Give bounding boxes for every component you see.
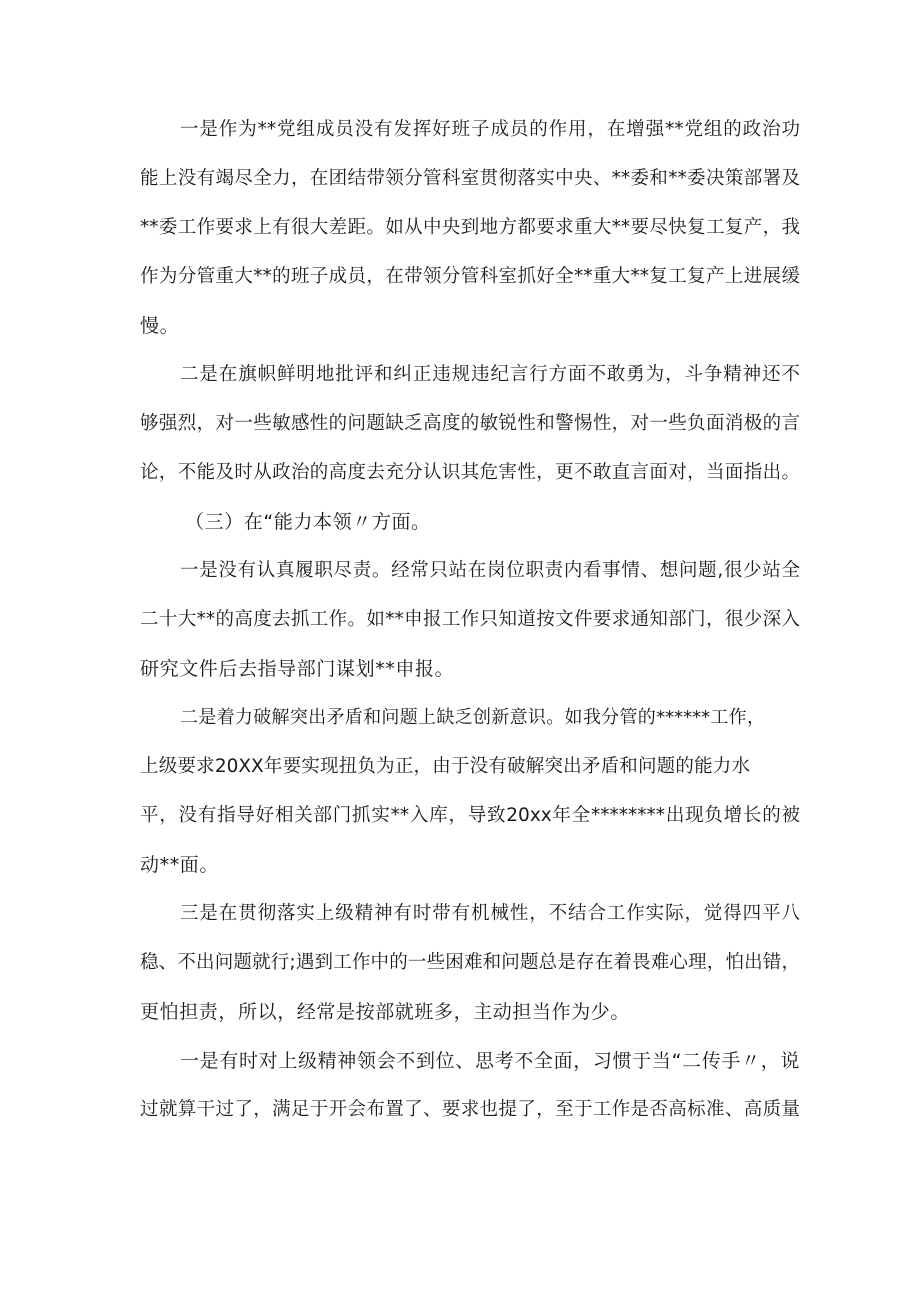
paragraph-3-line-3: 研究文件后去指导部门谋划**申报。 xyxy=(140,658,455,680)
paragraph-4-line-2: 上级要求20XX年要实现扭负为正，由于没有破解突出矛盾和问题的能力水 xyxy=(140,756,750,777)
paragraph-6-line-2: 过就算干过了，满足于开会布置了、要求也提了，至于工作是否高标准、高质量 xyxy=(140,1099,800,1120)
paragraph-1-line-3: **委工作要求上有很大差距。如从中央到地方都要求重大**要尽快复工复产，我 xyxy=(140,217,800,238)
paragraph-1-line-2: 能上没有竭尽全力，在团结带领分管科室贯彻落实中央、**委和**委决策部署及 xyxy=(140,168,800,189)
paragraph-4-line-3: 平，没有指导好相关部门抓实**入库，导致20xx年全********出现负增长的被 xyxy=(140,805,800,826)
paragraph-5-line-3: 更怕担责，所以，经常是按部就班多，主动担当作为少。 xyxy=(140,1001,631,1023)
section-heading: （三）在“能力本领〃方面。 xyxy=(185,511,431,533)
paragraph-2-line-1: 二是在旗帜鲜明地批评和纠正违规违纪言行方面不敢勇为，斗争精神还不 xyxy=(180,364,800,385)
paragraph-3-line-1: 一是没有认真履职尽责。经常只站在岗位职责内看事情、想问题,很少站全 xyxy=(180,560,800,581)
paragraph-6-line-1: 一是有时对上级精神领会不到位、思考不全面，习惯于当“二传手〃，说 xyxy=(180,1050,800,1072)
paragraph-2-line-3: 论，不能及时从政治的高度去充分认识其危害性，更不敢直言面对，当面指出。 xyxy=(140,462,800,483)
paragraph-1-line-5: 慢。 xyxy=(140,315,180,337)
paragraph-1-line-4: 作为分管重大**的班子成员，在带领分管科室抓好全**重大**复工复产上进展缓 xyxy=(140,266,800,287)
paragraph-2-line-2: 够强烈，对一些敏感性的问题缺乏高度的敏锐性和警惕性，对一些负面消极的言 xyxy=(140,413,800,434)
paragraph-5-line-1: 三是在贯彻落实上级精神有时带有机械性，不结合工作实际，觉得四平八 xyxy=(180,903,800,924)
paragraph-1-line-1: 一是作为**党组成员没有发挥好班子成员的作用，在增强**党组的政治功 xyxy=(180,119,800,140)
paragraph-5-line-2: 稳、不出问题就行;遇到工作中的一些困难和问题总是存在着畏难心理，怕出错， xyxy=(140,952,800,973)
paragraph-4-line-4: 动**面。 xyxy=(140,854,220,876)
paragraph-4-line-1: 二是着力破解突出矛盾和问题上缺乏创新意识。如我分管的******工作， xyxy=(180,707,765,728)
paragraph-3-line-2: 二十大**的高度去抓工作。如**申报工作只知道按文件要求通知部门，很少深入 xyxy=(140,609,800,630)
